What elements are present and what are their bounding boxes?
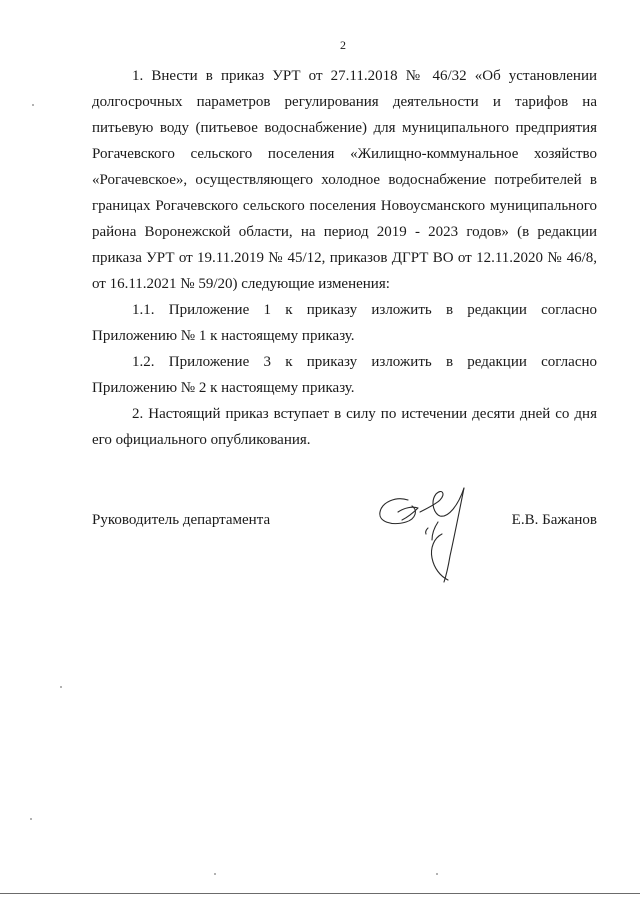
signer-name: Е.В. Бажанов xyxy=(511,512,597,528)
scan-speck xyxy=(30,818,32,820)
paragraph-1-1: 1.1. Приложение 1 к приказу изложить в редакции согласно Приложению № 1 к настоящему приказу. xyxy=(92,302,597,344)
bottom-edge-line xyxy=(0,893,640,894)
scan-speck xyxy=(214,873,216,875)
paragraph-1-2: 1.2. Приложение 3 к приказу изложить в редакции согласно Приложению № 2 к настоящему приказу. xyxy=(92,354,597,396)
scan-speck xyxy=(32,104,34,106)
page-number: 2 xyxy=(340,38,346,52)
scan-speck xyxy=(60,686,62,688)
signer-title: Руководитель департамента xyxy=(92,512,271,528)
paragraph-1: 1. Внести в приказ УРТ от 27.11.2018 № 46/32 «Об установлении долгосрочных параметров регулирования деятельности и тарифов на питьевую воду (питьевое водоснабжение) для муниципального предприятия Рогачевского сельского поселения «Жилищно-коммунальное хозяйство «Рогачевское», осуществляющего холодное водоснабжение потребителей в границах Рогачевского сельского поселения Новоусманского муниципального района Воронежской области, на период 2019 - 2023 годов» (в редакции приказа УРТ от 19.11.2019 № 45/12, приказов ДГРТ ВО от 12.11.2020 № 46/8, от 16.11.2021 № 59/20) следующие изменения: xyxy=(92,68,597,292)
paragraph-2: 2. Настоящий приказ вступает в силу по истечении десяти дней со дня его официального опубликования. xyxy=(92,406,597,448)
scan-speck xyxy=(436,873,438,875)
handwritten-signature xyxy=(368,478,478,588)
document-body xyxy=(92,63,597,453)
